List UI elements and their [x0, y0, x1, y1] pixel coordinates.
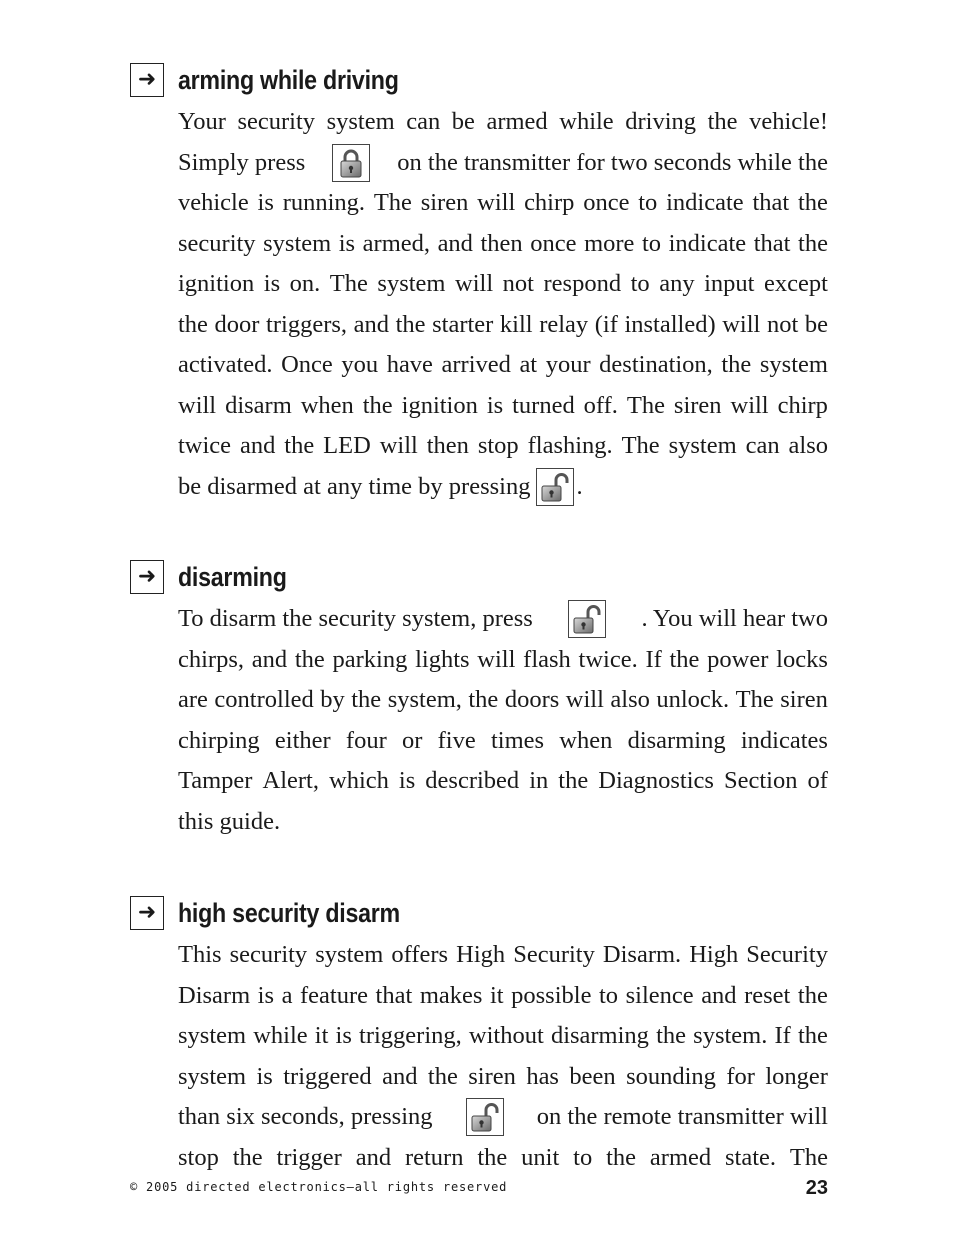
- word: kill: [499, 310, 533, 338]
- word: chirp: [524, 189, 575, 216]
- section-header: [130, 62, 435, 98]
- word: longer: [765, 1062, 828, 1090]
- word: indicate: [668, 229, 747, 257]
- word: the: [232, 1143, 263, 1171]
- word: offers: [391, 941, 449, 968]
- word: are: [178, 686, 208, 713]
- word: then: [480, 229, 523, 257]
- word: security: [178, 229, 256, 257]
- word: will: [455, 270, 494, 297]
- word: chirp: [777, 391, 828, 419]
- word: indicates: [740, 726, 828, 754]
- section-body: [178, 102, 828, 507]
- word: will: [477, 645, 516, 673]
- word: disarming: [550, 1022, 649, 1049]
- word: relay: [539, 310, 589, 338]
- word: disarming: [627, 726, 726, 754]
- word: flash: [523, 645, 571, 673]
- word: off.: [583, 391, 618, 419]
- word: to: [638, 189, 658, 216]
- word: the: [351, 686, 382, 713]
- word: it: [314, 1022, 329, 1049]
- arrow-right-icon: ➜: [130, 63, 164, 97]
- word: ignition: [401, 391, 478, 419]
- word: chirping: [178, 726, 260, 754]
- paragraph-line: [178, 386, 828, 427]
- word: The: [621, 432, 660, 459]
- word: Tamper: [178, 767, 253, 794]
- word: when: [559, 726, 613, 754]
- word: the: [606, 1143, 637, 1171]
- paragraph-line: [178, 426, 828, 467]
- word: the: [477, 1143, 508, 1171]
- word: will: [379, 432, 418, 459]
- word: the: [284, 432, 315, 459]
- paragraph-line: [178, 1057, 828, 1098]
- section-header: [130, 895, 436, 931]
- word: the: [294, 645, 325, 673]
- word: have: [386, 351, 433, 378]
- text-segment: Your: [178, 108, 226, 135]
- word: Diagnostics: [598, 767, 714, 794]
- word: and: [239, 432, 276, 459]
- word: Once: [281, 351, 333, 378]
- word: the: [721, 351, 752, 378]
- word: and: [251, 645, 288, 673]
- word: is: [338, 229, 356, 257]
- word: state.: [725, 1143, 777, 1171]
- word: system: [668, 432, 737, 459]
- word: not: [766, 310, 799, 338]
- paragraph-line: [178, 224, 828, 265]
- paragraph-line: [178, 102, 828, 143]
- text-segment: this guide.: [178, 807, 281, 835]
- word: flashing.: [527, 432, 613, 459]
- word: system.: [693, 1022, 768, 1049]
- word: High: [456, 941, 506, 968]
- page-number: 23: [805, 1177, 828, 1199]
- word: The: [789, 1143, 828, 1171]
- word: is: [335, 1022, 352, 1049]
- word: without: [468, 1022, 544, 1049]
- word: the: [669, 645, 700, 673]
- word: will: [565, 686, 604, 713]
- word: it: [489, 981, 504, 1009]
- word: either: [274, 726, 331, 754]
- text-segment: .: [576, 472, 583, 500]
- word: the: [558, 767, 589, 794]
- word: the: [395, 310, 426, 338]
- word: will: [730, 391, 769, 419]
- word: siren: [468, 1062, 516, 1090]
- word: activated.: [178, 351, 273, 378]
- word: a: [281, 981, 293, 1009]
- word: The: [329, 270, 368, 297]
- word: locks: [776, 645, 828, 673]
- word: that: [375, 981, 413, 1009]
- word: to: [641, 229, 662, 257]
- paragraph-line: [178, 761, 828, 802]
- text-segment: armed: [486, 108, 548, 135]
- word: This: [178, 941, 222, 968]
- word: which: [329, 767, 389, 794]
- word: and: [355, 1143, 392, 1171]
- word: will: [178, 391, 217, 419]
- text-segment: system: [326, 108, 395, 135]
- word: armed,: [362, 229, 430, 257]
- word: turned: [512, 391, 575, 419]
- word: door: [214, 310, 260, 338]
- word: that: [753, 229, 791, 257]
- word: unit: [521, 1143, 560, 1171]
- paragraph-line: [178, 264, 828, 305]
- word: chirps,: [178, 645, 244, 673]
- word: described: [425, 767, 520, 794]
- word: feature: [299, 981, 368, 1009]
- word: lights: [415, 645, 470, 673]
- word: system: [315, 941, 384, 968]
- word: the: [656, 1022, 687, 1049]
- word: running.: [282, 189, 366, 216]
- word: in: [529, 767, 549, 794]
- word: The: [735, 686, 774, 713]
- paragraph-line: [178, 640, 828, 681]
- word: the: [798, 189, 828, 216]
- text-segment: . You will hear two: [641, 605, 828, 632]
- word: the: [798, 229, 828, 257]
- word: triggering,: [359, 1022, 462, 1049]
- word: times: [490, 726, 545, 754]
- word: been: [569, 1062, 616, 1090]
- word: also: [788, 432, 828, 459]
- word: the: [178, 310, 208, 338]
- word: has: [526, 1062, 559, 1090]
- word: not: [502, 270, 534, 297]
- word: possible: [511, 981, 592, 1009]
- word: for: [726, 1062, 755, 1090]
- word: will: [722, 310, 761, 338]
- word: the: [468, 686, 499, 713]
- text-segment: on the transmitter for two seconds while the: [397, 148, 828, 176]
- word: armed: [649, 1143, 712, 1171]
- word: Security: [513, 941, 595, 968]
- paragraph-line: [178, 1138, 828, 1179]
- section-header: [130, 559, 304, 595]
- word: parking: [332, 645, 408, 673]
- word: If: [645, 645, 662, 673]
- paragraph-line: [178, 802, 828, 843]
- word: trigger: [276, 1143, 342, 1171]
- word: system: [178, 1022, 247, 1049]
- section-body: [178, 935, 828, 1178]
- word: and: [382, 1062, 418, 1090]
- paragraph-line: [178, 1097, 828, 1138]
- word: power: [707, 645, 769, 673]
- word: stop: [477, 432, 519, 459]
- paragraph-line: [178, 183, 828, 224]
- word: The: [373, 189, 412, 216]
- text-segment: Simply press: [178, 148, 306, 176]
- word: High: [689, 941, 739, 968]
- text-segment: be disarmed at any time by pressing: [178, 472, 531, 500]
- unlock-button-icon: [466, 1098, 504, 1136]
- word: to: [599, 981, 619, 1009]
- word: system: [263, 229, 332, 257]
- word: will: [477, 189, 516, 216]
- word: four: [345, 726, 387, 754]
- word: any: [659, 270, 695, 297]
- word: at: [519, 351, 538, 378]
- text-segment: the: [707, 108, 738, 135]
- section-body: [178, 599, 828, 842]
- text-segment: on the remote transmitter will: [536, 1103, 828, 1130]
- section-title: arming while driving: [178, 64, 399, 95]
- word: the: [362, 391, 393, 419]
- paragraph-line: [178, 1016, 828, 1057]
- word: LED: [323, 432, 371, 459]
- word: when: [300, 391, 354, 419]
- word: then: [426, 432, 469, 459]
- word: the: [797, 981, 828, 1009]
- word: to: [573, 1143, 593, 1171]
- word: Disarm.: [602, 941, 682, 968]
- section-title: high security disarm: [178, 897, 400, 928]
- paragraph-line: [178, 721, 828, 762]
- word: or: [401, 726, 423, 754]
- word: once: [583, 189, 630, 216]
- word: twice.: [578, 645, 638, 673]
- word: system: [377, 270, 446, 297]
- arrow-right-icon: ➜: [130, 560, 164, 594]
- word: security: [229, 941, 308, 968]
- word: is: [256, 1062, 273, 1090]
- unlock-button-icon: [568, 600, 606, 638]
- word: Alert,: [262, 767, 319, 794]
- word: sounding: [626, 1062, 716, 1090]
- word: The: [626, 391, 665, 419]
- word: return: [404, 1143, 464, 1171]
- word: (if: [594, 310, 618, 338]
- word: siren: [420, 189, 469, 216]
- word: system: [178, 1062, 247, 1090]
- word: can: [745, 432, 780, 459]
- word: disarm: [225, 391, 292, 419]
- word: of: [807, 767, 828, 794]
- word: the: [797, 1022, 828, 1049]
- word: reset: [744, 981, 791, 1009]
- word: on.: [289, 270, 321, 297]
- word: vehicle: [178, 189, 249, 216]
- word: unlock.: [656, 686, 730, 713]
- copyright-notice: © 2005 directed electronics—all rights reserved: [130, 1180, 508, 1194]
- word: and: [353, 310, 389, 338]
- paragraph-line: [178, 305, 828, 346]
- word: your: [545, 351, 591, 378]
- word: is: [263, 270, 281, 297]
- paragraph-line: [178, 467, 828, 508]
- word: starter: [432, 310, 494, 338]
- arrow-right-icon: ➜: [130, 896, 164, 930]
- word: to: [630, 270, 650, 297]
- paragraph-line: [178, 143, 828, 184]
- word: system: [759, 351, 828, 378]
- paragraph-line: [178, 935, 828, 976]
- text-segment: security: [237, 108, 316, 135]
- word: arrived: [441, 351, 511, 378]
- word: and: [701, 981, 737, 1009]
- word: twice: [178, 432, 232, 459]
- word: Section: [723, 767, 798, 794]
- word: is: [486, 391, 504, 419]
- word: that: [752, 189, 790, 216]
- word: once: [530, 229, 577, 257]
- word: Security: [746, 941, 828, 968]
- paragraph-line: [178, 680, 828, 721]
- text-segment: To disarm the security system, press: [178, 605, 533, 632]
- word: If: [774, 1022, 791, 1049]
- word: makes: [419, 981, 483, 1009]
- word: be: [804, 310, 828, 338]
- text-segment: than six seconds, pressing: [178, 1103, 433, 1130]
- word: siren: [780, 686, 828, 713]
- word: five: [437, 726, 476, 754]
- unlock-button-icon: [536, 468, 574, 506]
- word: siren: [673, 391, 722, 419]
- word: the: [427, 1062, 458, 1090]
- word: indicate: [666, 189, 744, 216]
- word: respond: [543, 270, 622, 297]
- word: destination,: [599, 351, 713, 378]
- word: system,: [387, 686, 462, 713]
- word: also: [610, 686, 650, 713]
- word: you: [341, 351, 379, 378]
- word: and: [437, 229, 473, 257]
- text-segment: while: [559, 108, 614, 135]
- paragraph-line: [178, 345, 828, 386]
- text-segment: can: [406, 108, 441, 135]
- word: input: [704, 270, 755, 297]
- paragraph-line: [178, 976, 828, 1017]
- word: triggers,: [266, 310, 348, 338]
- word: while: [253, 1022, 308, 1049]
- word: triggered: [283, 1062, 372, 1090]
- word: stop: [178, 1143, 219, 1171]
- word: is: [257, 981, 275, 1009]
- lock-button-icon: [332, 144, 370, 182]
- word: installed): [624, 310, 716, 338]
- word: by: [320, 686, 345, 713]
- word: more: [584, 229, 635, 257]
- word: Disarm: [178, 981, 251, 1009]
- word: except: [764, 270, 828, 297]
- paragraph-line: [178, 599, 828, 640]
- word: is: [257, 189, 274, 216]
- word: silence: [625, 981, 694, 1009]
- section-title: disarming: [178, 561, 287, 592]
- word: ignition: [178, 270, 255, 297]
- text-segment: vehicle!: [749, 108, 828, 135]
- word: is: [398, 767, 416, 794]
- text-segment: be: [451, 108, 475, 135]
- word: doors: [504, 686, 560, 713]
- word: controlled: [214, 686, 314, 713]
- text-segment: driving: [625, 108, 697, 135]
